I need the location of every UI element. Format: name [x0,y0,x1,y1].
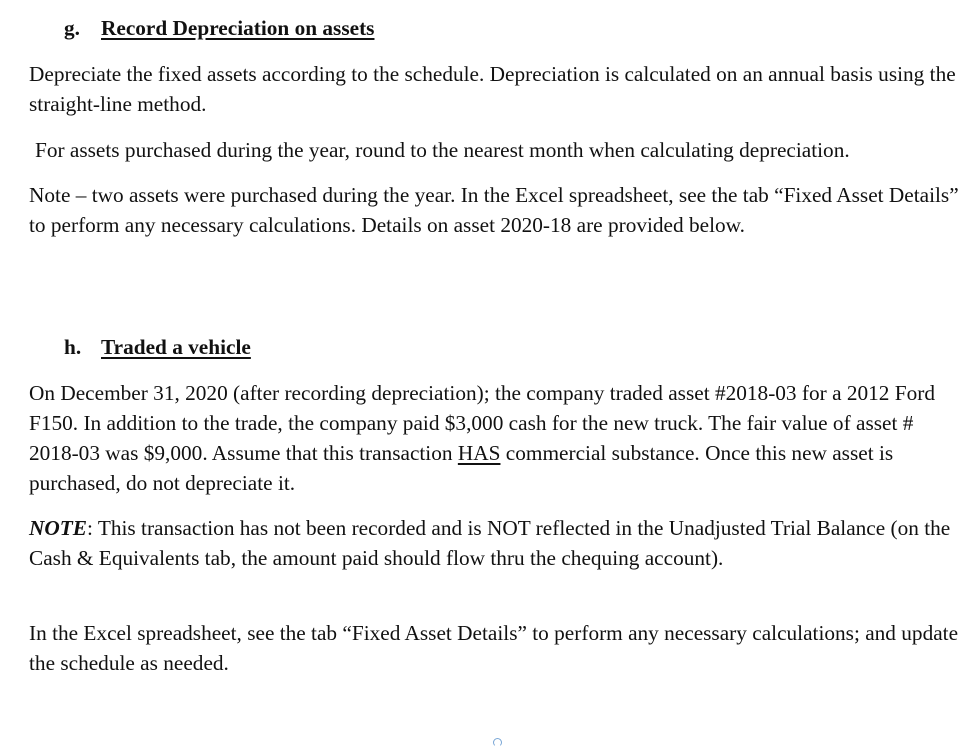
section-h-title: Traded a vehicle [101,335,251,359]
section-h-note-paragraph [29,513,959,573]
section-h-paragraph-1 [29,378,959,498]
page-marker-icon [493,738,502,747]
note-label: NOTE [29,516,87,540]
section-h-heading [64,332,251,362]
section-h-p1-text-start: On December 31, 2020 (after recording depreciation); the company traded asset #2018-03 for a 2012 Ford F150. In addition to the trade, the company paid $3,000 cash for the new truck. The fair value of asset # 2018-03 was $9,000. Assume that this transaction [29,381,935,465]
section-g-heading [64,13,374,43]
section-h-p1-text-end: commercial substance. Once this new asset is purchased, do not depreciate it. [29,441,894,495]
note-text: : This transaction has not been recorded and is NOT reflected in the Unadjusted Trial Balance (on the Cash & Equivalents tab, the amount paid should flow thru the chequing account). [29,516,951,570]
section-h-letter: h. [64,335,82,359]
section-g-title: Record Depreciation on assets [101,16,375,40]
section-g-paragraph-1: Depreciate the fixed assets according to the schedule. Depreciation is calculated on an annual basis using the straight-line method. [29,62,956,116]
section-g-letter: g. [64,16,80,40]
section-g-paragraph-2: For assets purchased during the year, round to the nearest month when calculating depreciation. [35,138,850,162]
section-h-paragraph-3: In the Excel spreadsheet, see the tab “Fixed Asset Details” to perform any necessary calculations; and update the schedule as needed. [29,621,959,675]
section-g-paragraph-3: Note – two assets were purchased during the year. In the Excel spreadsheet, see the tab “Fixed Asset Details” to perform any necessary calculations. Details on asset 2020-18 are provided below. [29,183,959,237]
section-h-p1-emphasis: HAS [457,441,501,465]
